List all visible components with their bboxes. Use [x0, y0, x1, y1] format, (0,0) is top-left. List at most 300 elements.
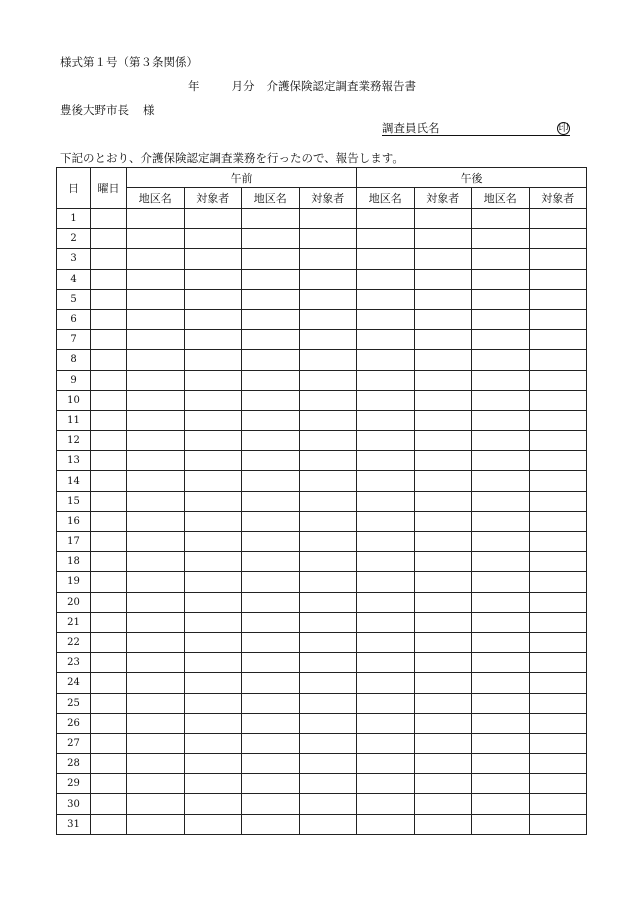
- am-subject-2-cell[interactable]: [299, 532, 357, 552]
- weekday-cell[interactable]: [91, 612, 127, 632]
- am-area-1-cell[interactable]: [127, 330, 185, 350]
- am-subject-1-cell[interactable]: [184, 552, 242, 572]
- pm-subject-1-cell[interactable]: [414, 632, 472, 652]
- table-row: [57, 350, 587, 370]
- am-subject-1-cell[interactable]: [184, 612, 242, 632]
- pm-area-2-cell[interactable]: [472, 653, 530, 673]
- am-area-2-cell[interactable]: [242, 289, 300, 309]
- am-area-2-cell[interactable]: [242, 612, 300, 632]
- weekday-cell[interactable]: [91, 733, 127, 753]
- pm-subject-2-cell[interactable]: [529, 552, 587, 572]
- am-subject-1-cell[interactable]: [184, 532, 242, 552]
- pm-area-1-cell[interactable]: [357, 330, 415, 350]
- pm-area-2-cell[interactable]: [472, 511, 530, 531]
- weekday-cell[interactable]: [91, 713, 127, 733]
- am-subject-1-cell[interactable]: [184, 673, 242, 693]
- pm-subject-2-cell[interactable]: [529, 653, 587, 673]
- am-area-1-cell[interactable]: [127, 794, 185, 814]
- am-area-1-cell[interactable]: [127, 693, 185, 713]
- am-subject-1-cell[interactable]: [184, 431, 242, 451]
- pm-area-2-cell[interactable]: [472, 209, 530, 229]
- day-number: 24: [57, 673, 91, 693]
- am-area-2-cell[interactable]: [242, 511, 300, 531]
- am-area-1-cell[interactable]: [127, 229, 185, 249]
- pm-area-2-cell[interactable]: [472, 269, 530, 289]
- pm-area-1-cell[interactable]: [357, 491, 415, 511]
- am-subject-2-cell[interactable]: [299, 673, 357, 693]
- pm-subject-1-cell[interactable]: [414, 229, 472, 249]
- am-area-2-cell[interactable]: [242, 653, 300, 673]
- am-subject-1-cell[interactable]: [184, 511, 242, 531]
- pm-subject-1-cell[interactable]: [414, 774, 472, 794]
- am-area-2-cell[interactable]: [242, 431, 300, 451]
- am-subject-1-cell[interactable]: [184, 733, 242, 753]
- pm-subject-2-cell[interactable]: [529, 814, 587, 834]
- pm-area-2-cell[interactable]: [472, 592, 530, 612]
- pm-area-1-cell[interactable]: [357, 552, 415, 572]
- pm-subject-1-cell[interactable]: [414, 592, 472, 612]
- am-area-1-cell[interactable]: [127, 269, 185, 289]
- table-row: [57, 733, 587, 753]
- pm-subject-2-cell[interactable]: [529, 693, 587, 713]
- pm-area-1-cell[interactable]: [357, 390, 415, 410]
- table-row: [57, 491, 587, 511]
- header-day: 日: [57, 168, 91, 209]
- am-subject-1-cell[interactable]: [184, 410, 242, 430]
- weekday-cell[interactable]: [91, 653, 127, 673]
- pm-area-2-cell[interactable]: [472, 532, 530, 552]
- am-area-1-cell[interactable]: [127, 653, 185, 673]
- am-area-1-cell[interactable]: [127, 572, 185, 592]
- pm-area-2-cell[interactable]: [472, 410, 530, 430]
- pm-area-1-cell[interactable]: [357, 249, 415, 269]
- am-area-1-cell[interactable]: [127, 209, 185, 229]
- am-subject-2-cell[interactable]: [299, 552, 357, 572]
- weekday-cell[interactable]: [91, 249, 127, 269]
- pm-subject-1-cell[interactable]: [414, 390, 472, 410]
- pm-area-2-cell[interactable]: [472, 754, 530, 774]
- pm-subject-2-cell[interactable]: [529, 370, 587, 390]
- am-area-1-cell[interactable]: [127, 410, 185, 430]
- pm-area-2-cell[interactable]: [472, 693, 530, 713]
- pm-subject-2-cell[interactable]: [529, 350, 587, 370]
- am-subject-1-cell[interactable]: [184, 754, 242, 774]
- day-number: 10: [57, 390, 91, 410]
- report-table: [56, 167, 587, 835]
- pm-area-2-cell[interactable]: [472, 249, 530, 269]
- pm-subject-2-cell[interactable]: [529, 249, 587, 269]
- am-area-2-cell[interactable]: [242, 209, 300, 229]
- am-subject-1-cell[interactable]: [184, 390, 242, 410]
- am-subject-2-cell[interactable]: [299, 491, 357, 511]
- table-row: [57, 713, 587, 733]
- pm-area-1-cell[interactable]: [357, 592, 415, 612]
- am-subject-1-cell[interactable]: [184, 209, 242, 229]
- am-subject-2-cell[interactable]: [299, 431, 357, 451]
- pm-subject-1-cell[interactable]: [414, 209, 472, 229]
- am-area-2-cell[interactable]: [242, 249, 300, 269]
- pm-subject-2-cell[interactable]: [529, 431, 587, 451]
- pm-area-2-cell[interactable]: [472, 774, 530, 794]
- am-area-1-cell[interactable]: [127, 713, 185, 733]
- pm-area-2-cell[interactable]: [472, 814, 530, 834]
- pm-subject-2-cell[interactable]: [529, 673, 587, 693]
- am-area-2-cell[interactable]: [242, 814, 300, 834]
- pm-subject-1-cell[interactable]: [414, 754, 472, 774]
- weekday-cell[interactable]: [91, 693, 127, 713]
- weekday-cell[interactable]: [91, 309, 127, 329]
- pm-area-2-cell[interactable]: [472, 673, 530, 693]
- pm-area-1-cell[interactable]: [357, 754, 415, 774]
- am-subject-1-cell[interactable]: [184, 330, 242, 350]
- am-area-2-cell[interactable]: [242, 390, 300, 410]
- am-area-1-cell[interactable]: [127, 532, 185, 552]
- am-area-1-cell[interactable]: [127, 814, 185, 834]
- pm-area-2-cell[interactable]: [472, 471, 530, 491]
- am-subject-1-cell[interactable]: [184, 370, 242, 390]
- pm-subject-1-cell[interactable]: [414, 794, 472, 814]
- table-row: [57, 693, 587, 713]
- am-area-1-cell[interactable]: [127, 511, 185, 531]
- pm-subject-2-cell[interactable]: [529, 410, 587, 430]
- pm-subject-1-cell[interactable]: [414, 471, 472, 491]
- am-area-1-cell[interactable]: [127, 309, 185, 329]
- pm-area-1-cell[interactable]: [357, 229, 415, 249]
- weekday-cell[interactable]: [91, 370, 127, 390]
- pm-subject-1-cell[interactable]: [414, 491, 472, 511]
- weekday-cell[interactable]: [91, 592, 127, 612]
- am-area-2-cell[interactable]: [242, 794, 300, 814]
- pm-area-1-cell[interactable]: [357, 794, 415, 814]
- weekday-cell[interactable]: [91, 390, 127, 410]
- pm-area-1-cell[interactable]: [357, 572, 415, 592]
- pm-area-1-cell[interactable]: [357, 733, 415, 753]
- am-subject-1-cell[interactable]: [184, 693, 242, 713]
- am-subject-2-cell[interactable]: [299, 330, 357, 350]
- pm-area-1-cell[interactable]: [357, 532, 415, 552]
- am-subject-2-cell[interactable]: [299, 370, 357, 390]
- am-area-2-cell[interactable]: [242, 572, 300, 592]
- pm-area-2-cell[interactable]: [472, 370, 530, 390]
- pm-subject-1-cell[interactable]: [414, 289, 472, 309]
- pm-area-1-cell[interactable]: [357, 209, 415, 229]
- am-subject-2-cell[interactable]: [299, 612, 357, 632]
- am-area-2-cell[interactable]: [242, 592, 300, 612]
- pm-subject-1-cell[interactable]: [414, 451, 472, 471]
- am-subject-1-cell[interactable]: [184, 309, 242, 329]
- pm-area-1-cell[interactable]: [357, 471, 415, 491]
- report-table-body: [57, 209, 587, 835]
- pm-subject-1-cell[interactable]: [414, 431, 472, 451]
- pm-subject-1-cell[interactable]: [414, 350, 472, 370]
- am-area-2-cell[interactable]: [242, 229, 300, 249]
- am-area-1-cell[interactable]: [127, 612, 185, 632]
- table-row: [57, 592, 587, 612]
- am-subject-2-cell[interactable]: [299, 632, 357, 652]
- am-area-2-cell[interactable]: [242, 451, 300, 471]
- pm-subject-2-cell[interactable]: [529, 774, 587, 794]
- pm-subject-1-cell[interactable]: [414, 653, 472, 673]
- am-area-2-cell[interactable]: [242, 370, 300, 390]
- am-area-1-cell[interactable]: [127, 471, 185, 491]
- am-area-2-cell[interactable]: [242, 774, 300, 794]
- pm-subject-2-cell[interactable]: [529, 572, 587, 592]
- pm-area-1-cell[interactable]: [357, 350, 415, 370]
- pm-subject-1-cell[interactable]: [414, 733, 472, 753]
- am-area-1-cell[interactable]: [127, 289, 185, 309]
- pm-area-2-cell[interactable]: [472, 733, 530, 753]
- am-subject-2-cell[interactable]: [299, 733, 357, 753]
- pm-area-1-cell[interactable]: [357, 289, 415, 309]
- am-subject-2-cell[interactable]: [299, 451, 357, 471]
- pm-subject-2-cell[interactable]: [529, 451, 587, 471]
- am-subject-1-cell[interactable]: [184, 451, 242, 471]
- am-area-2-cell[interactable]: [242, 269, 300, 289]
- pm-subject-1-cell[interactable]: [414, 410, 472, 430]
- am-area-2-cell[interactable]: [242, 350, 300, 370]
- pm-subject-2-cell[interactable]: [529, 754, 587, 774]
- am-subject-2-cell[interactable]: [299, 794, 357, 814]
- table-row: [57, 289, 587, 309]
- pm-area-1-cell[interactable]: [357, 774, 415, 794]
- pm-subject-1-cell[interactable]: [414, 552, 472, 572]
- pm-area-2-cell[interactable]: [472, 612, 530, 632]
- am-subject-1-cell[interactable]: [184, 289, 242, 309]
- am-subject-1-cell[interactable]: [184, 229, 242, 249]
- pm-area-2-cell[interactable]: [472, 229, 530, 249]
- weekday-cell[interactable]: [91, 330, 127, 350]
- pm-area-1-cell[interactable]: [357, 673, 415, 693]
- weekday-cell[interactable]: [91, 532, 127, 552]
- am-area-1-cell[interactable]: [127, 370, 185, 390]
- table-row: [57, 774, 587, 794]
- am-subject-1-cell[interactable]: [184, 491, 242, 511]
- pm-area-1-cell[interactable]: [357, 713, 415, 733]
- pm-subject-1-cell[interactable]: [414, 330, 472, 350]
- am-area-2-cell[interactable]: [242, 471, 300, 491]
- table-row: [57, 390, 587, 410]
- pm-area-1-cell[interactable]: [357, 612, 415, 632]
- am-subject-2-cell[interactable]: [299, 814, 357, 834]
- am-area-2-cell[interactable]: [242, 532, 300, 552]
- am-subject-1-cell[interactable]: [184, 572, 242, 592]
- pm-area-2-cell[interactable]: [472, 572, 530, 592]
- am-area-1-cell[interactable]: [127, 774, 185, 794]
- pm-area-1-cell[interactable]: [357, 693, 415, 713]
- am-area-1-cell[interactable]: [127, 632, 185, 652]
- am-subject-2-cell[interactable]: [299, 410, 357, 430]
- am-subject-2-cell[interactable]: [299, 653, 357, 673]
- am-subject-1-cell[interactable]: [184, 653, 242, 673]
- weekday-cell[interactable]: [91, 794, 127, 814]
- weekday-cell[interactable]: [91, 572, 127, 592]
- table-row: [57, 632, 587, 652]
- pm-area-2-cell[interactable]: [472, 309, 530, 329]
- pm-subject-2-cell[interactable]: [529, 309, 587, 329]
- am-subject-1-cell[interactable]: [184, 713, 242, 733]
- am-subject-2-cell[interactable]: [299, 390, 357, 410]
- pm-area-1-cell[interactable]: [357, 410, 415, 430]
- pm-area-1-cell[interactable]: [357, 632, 415, 652]
- am-subject-2-cell[interactable]: [299, 209, 357, 229]
- pm-area-2-cell[interactable]: [472, 713, 530, 733]
- pm-area-1-cell[interactable]: [357, 814, 415, 834]
- pm-subject-2-cell[interactable]: [529, 491, 587, 511]
- am-area-1-cell[interactable]: [127, 350, 185, 370]
- am-subject-1-cell[interactable]: [184, 249, 242, 269]
- pm-area-1-cell[interactable]: [357, 653, 415, 673]
- pm-subject-1-cell[interactable]: [414, 713, 472, 733]
- pm-area-2-cell[interactable]: [472, 451, 530, 471]
- addressee-name: 豊後大野市長: [60, 103, 129, 117]
- am-area-1-cell[interactable]: [127, 733, 185, 753]
- am-subject-2-cell[interactable]: [299, 269, 357, 289]
- weekday-cell[interactable]: [91, 229, 127, 249]
- am-subject-2-cell[interactable]: [299, 754, 357, 774]
- am-subject-2-cell[interactable]: [299, 309, 357, 329]
- am-subject-1-cell[interactable]: [184, 592, 242, 612]
- pm-subject-1-cell[interactable]: [414, 572, 472, 592]
- weekday-cell[interactable]: [91, 552, 127, 572]
- weekday-cell[interactable]: [91, 511, 127, 531]
- am-subject-1-cell[interactable]: [184, 774, 242, 794]
- weekday-cell[interactable]: [91, 774, 127, 794]
- am-area-2-cell[interactable]: [242, 673, 300, 693]
- pm-area-2-cell[interactable]: [472, 491, 530, 511]
- am-subject-2-cell[interactable]: [299, 774, 357, 794]
- am-subject-2-cell[interactable]: [299, 249, 357, 269]
- am-area-1-cell[interactable]: [127, 249, 185, 269]
- pm-subject-2-cell[interactable]: [529, 592, 587, 612]
- weekday-cell[interactable]: [91, 673, 127, 693]
- am-area-1-cell[interactable]: [127, 491, 185, 511]
- weekday-cell[interactable]: [91, 410, 127, 430]
- am-area-2-cell[interactable]: [242, 410, 300, 430]
- am-area-1-cell[interactable]: [127, 552, 185, 572]
- pm-area-1-cell[interactable]: [357, 309, 415, 329]
- am-subject-2-cell[interactable]: [299, 572, 357, 592]
- pm-subject-2-cell[interactable]: [529, 794, 587, 814]
- weekday-cell[interactable]: [91, 350, 127, 370]
- am-subject-1-cell[interactable]: [184, 632, 242, 652]
- pm-area-2-cell[interactable]: [472, 552, 530, 572]
- pm-subject-2-cell[interactable]: [529, 612, 587, 632]
- am-area-2-cell[interactable]: [242, 552, 300, 572]
- am-subject-2-cell[interactable]: [299, 350, 357, 370]
- am-subject-2-cell[interactable]: [299, 289, 357, 309]
- pm-subject-1-cell[interactable]: [414, 309, 472, 329]
- am-area-2-cell[interactable]: [242, 733, 300, 753]
- day-number: 18: [57, 552, 91, 572]
- pm-subject-1-cell[interactable]: [414, 370, 472, 390]
- am-subject-1-cell[interactable]: [184, 794, 242, 814]
- am-area-1-cell[interactable]: [127, 451, 185, 471]
- pm-subject-2-cell[interactable]: [529, 330, 587, 350]
- pm-area-2-cell[interactable]: [472, 289, 530, 309]
- pm-subject-2-cell[interactable]: [529, 471, 587, 491]
- pm-area-2-cell[interactable]: [472, 350, 530, 370]
- weekday-cell[interactable]: [91, 431, 127, 451]
- pm-subject-2-cell[interactable]: [529, 632, 587, 652]
- weekday-cell[interactable]: [91, 269, 127, 289]
- pm-area-1-cell[interactable]: [357, 451, 415, 471]
- weekday-cell[interactable]: [91, 289, 127, 309]
- am-area-2-cell[interactable]: [242, 330, 300, 350]
- weekday-cell[interactable]: [91, 209, 127, 229]
- pm-subject-1-cell[interactable]: [414, 693, 472, 713]
- am-subject-1-cell[interactable]: [184, 269, 242, 289]
- surveyor-signature-field[interactable]: [382, 121, 570, 136]
- weekday-cell[interactable]: [91, 451, 127, 471]
- pm-subject-2-cell[interactable]: [529, 532, 587, 552]
- am-area-1-cell[interactable]: [127, 754, 185, 774]
- am-area-1-cell[interactable]: [127, 390, 185, 410]
- pm-subject-1-cell[interactable]: [414, 269, 472, 289]
- header-pm-subject-1: 対象者: [414, 188, 472, 209]
- am-area-1-cell[interactable]: [127, 431, 185, 451]
- am-subject-2-cell[interactable]: [299, 713, 357, 733]
- am-subject-2-cell[interactable]: [299, 229, 357, 249]
- weekday-cell[interactable]: [91, 754, 127, 774]
- pm-subject-2-cell[interactable]: [529, 269, 587, 289]
- pm-subject-2-cell[interactable]: [529, 229, 587, 249]
- pm-subject-1-cell[interactable]: [414, 612, 472, 632]
- pm-area-1-cell[interactable]: [357, 431, 415, 451]
- am-subject-1-cell[interactable]: [184, 350, 242, 370]
- pm-area-2-cell[interactable]: [472, 794, 530, 814]
- pm-area-2-cell[interactable]: [472, 330, 530, 350]
- am-subject-2-cell[interactable]: [299, 592, 357, 612]
- pm-area-1-cell[interactable]: [357, 269, 415, 289]
- pm-subject-2-cell[interactable]: [529, 390, 587, 410]
- am-subject-2-cell[interactable]: [299, 471, 357, 491]
- am-subject-2-cell[interactable]: [299, 511, 357, 531]
- weekday-cell[interactable]: [91, 814, 127, 834]
- am-area-2-cell[interactable]: [242, 632, 300, 652]
- table-row: [57, 209, 587, 229]
- pm-subject-2-cell[interactable]: [529, 713, 587, 733]
- am-area-2-cell[interactable]: [242, 693, 300, 713]
- pm-subject-2-cell[interactable]: [529, 289, 587, 309]
- pm-subject-1-cell[interactable]: [414, 673, 472, 693]
- year-label: 年: [188, 79, 200, 93]
- weekday-cell[interactable]: [91, 491, 127, 511]
- am-area-2-cell[interactable]: [242, 754, 300, 774]
- pm-subject-2-cell[interactable]: [529, 209, 587, 229]
- pm-area-2-cell[interactable]: [472, 431, 530, 451]
- am-subject-1-cell[interactable]: [184, 471, 242, 491]
- pm-area-1-cell[interactable]: [357, 370, 415, 390]
- pm-subject-2-cell[interactable]: [529, 511, 587, 531]
- pm-subject-1-cell[interactable]: [414, 532, 472, 552]
- am-area-1-cell[interactable]: [127, 592, 185, 612]
- am-area-1-cell[interactable]: [127, 673, 185, 693]
- pm-subject-1-cell[interactable]: [414, 511, 472, 531]
- am-area-2-cell[interactable]: [242, 309, 300, 329]
- am-subject-2-cell[interactable]: [299, 693, 357, 713]
- pm-area-2-cell[interactable]: [472, 390, 530, 410]
- weekday-cell[interactable]: [91, 471, 127, 491]
- pm-subject-1-cell[interactable]: [414, 814, 472, 834]
- pm-subject-1-cell[interactable]: [414, 249, 472, 269]
- weekday-cell[interactable]: [91, 632, 127, 652]
- pm-subject-2-cell[interactable]: [529, 733, 587, 753]
- am-subject-1-cell[interactable]: [184, 814, 242, 834]
- am-area-2-cell[interactable]: [242, 713, 300, 733]
- pm-area-2-cell[interactable]: [472, 632, 530, 652]
- am-area-2-cell[interactable]: [242, 491, 300, 511]
- pm-area-1-cell[interactable]: [357, 511, 415, 531]
